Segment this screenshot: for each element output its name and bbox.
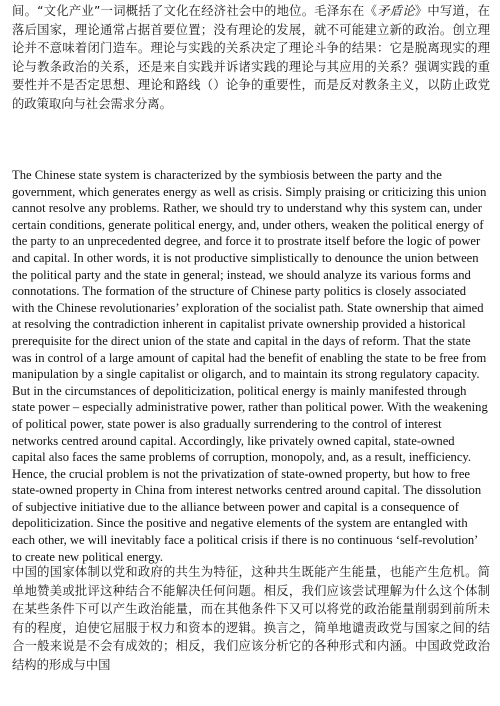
chinese-paragraph-top-text-end: 》中写道，在落后国家，理论通常占据首要位置；没有理论的发展，就不可能建立新的政治。创立理论并不意味着闭门造车。理论与实践的关系决定了理论斗争的结果：它是脱离现实的理论与教条政治的关系，还是来自实践并诉诸实践的理论与其应用的关系？强调实践的重要性并不是否定思想、理论和路线（）论争的重要性，而是反对教条主义，以防止政党的政策取向与社会需求分离。 (12, 4, 490, 111)
chinese-paragraph-top (12, 2, 490, 113)
book-title-italic: 矛盾论 (377, 4, 415, 18)
chinese-paragraph-top-text-start: 间。“文化产业”一词概括了文化在经济社会中的地位。毛泽东在《 (12, 4, 378, 18)
english-paragraph: The Chinese state system is characterized by the symbiosis between the party and the government, which generates energy as well as crisis. Simply praising or criticizing this union cannot resolve any problems. Rather, we should try to understand why this system can, under certain conditions, generate political energy, and, under others, weaken the political energy of the party to an unprecedented degree, and force it to prostrate itself before the logic of power and capital. In other words, it is not productive simplistically to denounce the union between the political party and the state in general; instead, we should analyze its various forms and connotations. The formation of the structure of Chinese party politics is closely associated with the Chinese revolutionaries’ exploration of the socialist path. State ownership that aimed at resolving the contradiction inherent in capitalist private ownership provided a historical prerequisite for the direct union of the state and capital in the days of reform. That the state was in control of a large amount of capital had the benefit of enabling the state to be free from manipulation by a single capitalist or oligarch, and to maintain its strong regulatory capacity. But in the circumstances of depoliticization, political energy is mainly manifested through state power – especially administrative power, rather than political power. With the weakening of political power, state power is also gradually surrendering to the control of interest networks centred around capital. Accordingly, like privately owned capital, state-owned capital also faces the same problems of corruption, monopoly, and, as a result, inefficiency. Hence, the crucial problem is not the privatization of state-owned property, but how to free state-owned property in China from interest networks centred around capital. The dissolution of subjective initiative due to the alliance between power and capital is a consequence of depoliticization. Since the positive and negative elements of the system are entangled with each other, we will inevitably face a political crisis if there is no continuous ‘self-revolution’ to create new political energy. (12, 168, 488, 564)
chinese-paragraph-bottom: 中国的国家体制以党和政府的共生为特征，这种共生既能产生能量，也能产生危机。简单地赞美或批评这种结合不能解决任何问题。相反，我们应该尝试理解为什么这个体制在某些条件下可以产生政治能量，而在其他条件下又可以将党的政治能量削弱到前所未有的程度，迫使它屈服于权力和资本的逻辑。换言之，简单地谴责政党与国家之间的结合一般来说是不会有成效的；相反，我们应该分析它的各种形式和内涵。中国政党政治结构的形成与中国 (12, 565, 490, 672)
